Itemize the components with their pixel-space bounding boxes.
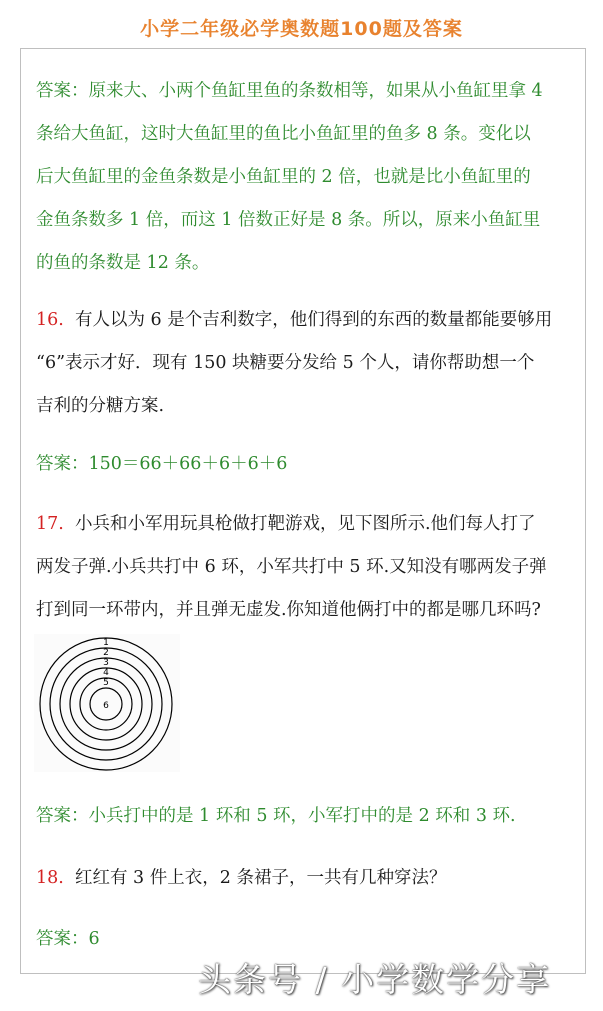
question-16 [36, 299, 576, 428]
ring-label: 1 [103, 638, 109, 648]
question-16-line: “6”表示才好．现有 150 块糖要分发给 5 个人，请你帮助想一个 [36, 353, 535, 373]
answer-18: 答案：6 [36, 929, 100, 949]
ring-label: 4 [103, 668, 109, 678]
question-number: 17. [36, 514, 64, 534]
ring-label: 2 [103, 648, 109, 658]
answer-15-line: 的鱼的条数是 12 条。 [36, 253, 210, 273]
answer-16: 答案：150＝66＋66＋6＋6＋6 [36, 454, 288, 474]
answer-15-line: 答案：原来大、小两个鱼缸里鱼的条数相等，如果从小鱼缸里拿 4 [36, 81, 543, 101]
answer-15-line: 条给大鱼缸，这时大鱼缸里的鱼比小鱼缸里的鱼多 8 条。变化以 [36, 124, 531, 144]
answer-15-line: 后大鱼缸里的金鱼条数是小鱼缸里的 2 倍，也就是比小鱼缸里的 [36, 167, 531, 187]
page-title: 小学二年级必学奥数题100题及答案 [140, 18, 463, 40]
answer-15-line: 金鱼条数多 1 倍，而这 1 倍数正好是 8 条。所以，原来小鱼缸里 [36, 210, 541, 230]
question-18-text: 红红有 3 件上衣，2 条裙子，一共有几种穿法？ [74, 868, 447, 888]
answer-17: 答案：小兵打中的是 1 环和 5 环，小军打中的是 2 环和 3 环. [36, 806, 516, 826]
target-figure [34, 634, 180, 772]
question-17 [36, 503, 576, 632]
question-16-line: 有人以为 6 是个吉利数字，他们得到的东西的数量都能要够用 [74, 310, 553, 330]
target-diagram [34, 634, 180, 772]
ring-label: 5 [103, 678, 109, 688]
question-number: 18. [36, 868, 64, 888]
ring-label: 6 [103, 701, 109, 711]
watermark: 头条号 / 小学数学分享 [198, 960, 552, 999]
answer-15 [36, 70, 576, 285]
question-number: 16. [36, 310, 64, 330]
question-17-line: 两发子弹.小兵共打中 6 环，小军共打中 5 环.又知没有哪两发子弹 [36, 557, 547, 577]
question-17-line: 打到同一环带内，并且弹无虚发.你知道他俩打中的都是哪几环吗? [36, 600, 541, 620]
question-16-line: 吉利的分糖方案. [36, 396, 165, 416]
question-17-line: 小兵和小军用玩具枪做打靶游戏，见下图所示.他们每人打了 [74, 514, 536, 534]
question-18 [36, 857, 576, 900]
ring-label: 3 [103, 658, 109, 668]
